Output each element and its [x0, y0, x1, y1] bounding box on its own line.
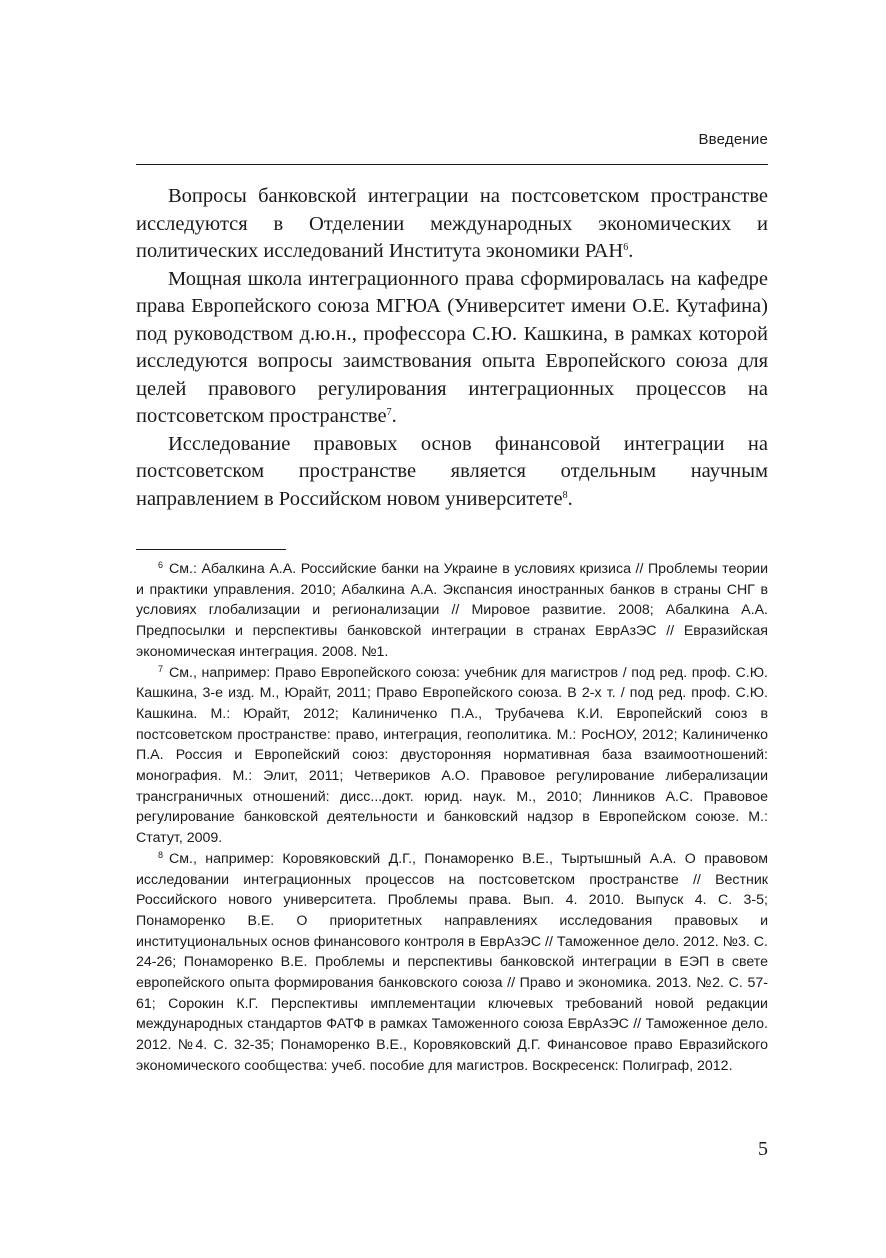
paragraph-end: . — [391, 405, 397, 427]
paragraph-text: Мощная школа интеграционного права сформировалась на кафедре права Европейского союза МГЮА (Университет имени О.Е. Кутафина) под руководством д.ю.н., профессора С.Ю. Кашкина, в рамках которой исследуются вопросы заимствования опыта Европейского союза для целей правового регулирования интеграционных процессов на постсоветском пространстве — [136, 267, 768, 427]
body-paragraph — [136, 266, 768, 431]
main-text — [136, 183, 768, 513]
footnote-text: См., например: Коровяковский Д.Г., Понаморенко В.Е., Тыртышный А.А. О правовом исследовании интеграционных процессов на постсоветском пространстве // Вестник Российского нового университета. Проблемы права. Вып. 4. 2010. Выпуск 4. С. 3-5; Понаморенко В.Е. О приоритетных направлениях исследования правовых и институциональных основ финансового контроля в ЕврАзЭС // Таможенное дело. 2012. №3. С. 24-26; Понаморенко В.Е. Проблемы и перспективы банковской интеграции в ЕЭП в свете европейского опыта формирования банковского союза // Право и экономика. 2013. №2. С. 57-61; Сорокин К.Г. Перспективы имплементации ключевых требований новой редакции международных стандартов ФАТФ в рамках Таможенного союза ЕврАзЭС // Таможенное дело. 2012. №4. С. 32-35; Понаморенко В.Е., Коровяковский Д.Г. Финансовое право Евразийского экономического сообщества: учеб. пособие для магистров. Воскресенск: Полиграф, 2012. — [136, 850, 768, 1074]
header-rule — [136, 164, 768, 165]
footnotes — [136, 559, 768, 1077]
footnote-number: 6 — [158, 560, 164, 570]
page-number: 5 — [758, 1138, 768, 1160]
paragraph-end: . — [628, 240, 634, 262]
footnote-text: См., например: Право Европейского союза: учебник для магистров / под ред. проф. С.Ю. Кашкина, 3-е изд. М., Юрайт, 2011; Право Европейского союза. В 2-х т. / под ред. проф. С.Ю. Кашкина. М.: Юрайт, 2012; Калиниченко П.А., Трубачева К.И. Европейский союз в постсоветском пространстве: право, интеграция, геополитика. М.: РосНОУ, 2012; Калиниченко П.А. Россия и Европейский союз: двусторонняя нормативная база взаимоотношений: монография. М.: Элит, 2011; Четвериков А.О. Правовое регулирование либерализации трансграничных отношений: дисс...докт. юрид. наук. М., 2010; Линников А.С. Правовое регулирование банковской деятельности и банковский надзор в Европейском союзе. М.: Статут, 2009. — [136, 664, 768, 847]
paragraph-end: . — [567, 487, 573, 510]
footnote — [136, 663, 768, 849]
running-head: Введение — [698, 131, 768, 148]
footnote — [136, 559, 768, 663]
body-paragraph — [136, 431, 768, 514]
footnote-text: См.: Абалкина А.А. Российские банки на Украине в условиях кризиса // Проблемы теории и практики управления. 2010; Абалкина А.А. Экспансия иностранных банков в страны СНГ в условиях глобализации и регионализации // Мировое развитие. 2008; Абалкина А.А. Предпосылки и перспективы банковской интеграции в странах ЕврАзЭС // Евразийская экономическая интеграция. 2008. №1. — [136, 561, 768, 660]
footnote-number: 8 — [158, 849, 164, 860]
paragraph-text: Исследование правовых основ финансовой интеграции на постсоветском пространстве является отдельным научным направлением в Российском новом университете — [136, 432, 768, 510]
footnote-number: 7 — [158, 663, 164, 674]
paragraph-text: Вопросы банковской интеграции на постсоветском пространстве исследуются в Отделении международных экономических и политических исследований Института экономики РАН — [136, 185, 768, 262]
footnote-ref: 8 — [562, 489, 568, 501]
footnote-ref: 6 — [623, 242, 629, 253]
footnote — [136, 849, 768, 1077]
footnote-separator — [136, 549, 286, 550]
footnote-ref: 7 — [386, 407, 392, 418]
body-paragraph — [136, 183, 768, 266]
